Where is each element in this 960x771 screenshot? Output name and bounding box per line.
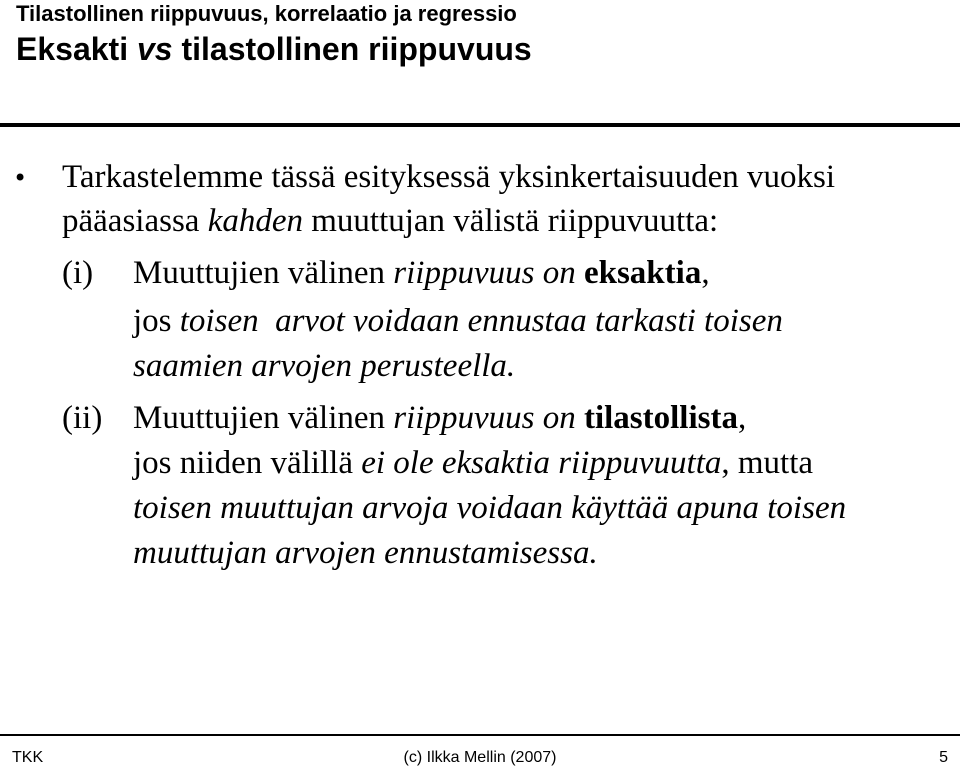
bottom-divider xyxy=(0,734,960,736)
item-ii-marker: (ii) xyxy=(62,400,103,436)
intro-text: pääasiassa xyxy=(62,203,208,239)
item-emphasis: riippuvuus on xyxy=(393,255,584,291)
item-emphasis: saamien arvojen perusteella. xyxy=(133,348,516,384)
item-text: Muuttujien välinen xyxy=(133,400,394,436)
item-text: , mutta xyxy=(721,445,814,481)
intro-text: muuttujan välistä riippuvuutta: xyxy=(302,203,719,239)
item-text: Muuttujien välinen xyxy=(133,255,394,291)
item-emphasis: muuttujan arvojen ennustamisessa. xyxy=(133,535,598,571)
item-keyword: eksaktia xyxy=(583,255,702,291)
top-divider xyxy=(0,123,960,127)
item-text: jos niiden välillä xyxy=(133,445,362,481)
item-text: , xyxy=(701,255,710,291)
item-i-line-1 xyxy=(133,251,710,295)
footer-org: TKK xyxy=(12,749,44,766)
item-ii-line-2 xyxy=(133,441,813,485)
title-part-2: tilastollinen riippuvuus xyxy=(172,31,532,67)
item-text: jos xyxy=(133,303,180,339)
item-text: , xyxy=(737,400,747,436)
item-ii-line-1 xyxy=(133,396,746,440)
item-emphasis: ei ole eksaktia riippuvuutta xyxy=(361,445,722,481)
intro-emphasis: kahden xyxy=(207,203,303,239)
course-subtitle: Tilastollinen riippuvuus, korrelaatio ja regressio xyxy=(16,1,517,26)
intro-line-1: Tarkastelemme tässä esityksessä yksinkertaisuuden vuoksi xyxy=(62,159,836,195)
title-part-1: Eksakti xyxy=(16,31,137,67)
footer-copyright: (c) Ilkka Mellin (2007) xyxy=(403,749,557,766)
item-i-line-2 xyxy=(133,299,783,343)
slide-title xyxy=(16,30,532,68)
title-vs: vs xyxy=(136,31,173,67)
item-emphasis: toisen arvot voidaan ennustaa tarkasti toisen xyxy=(179,303,783,339)
item-emphasis: riippuvuus on xyxy=(393,400,584,436)
item-emphasis: toisen muuttujan arvoja voidaan käyttää apuna toisen xyxy=(133,490,847,526)
item-i-marker: (i) xyxy=(62,255,94,291)
item-i-line-3 xyxy=(133,344,515,388)
item-ii-line-4 xyxy=(133,531,598,575)
item-keyword: tilastollista xyxy=(583,400,738,436)
intro-line-2 xyxy=(62,199,718,243)
bullet-dot-icon: • xyxy=(13,164,28,192)
item-ii-line-3 xyxy=(133,486,846,530)
page-number: 5 xyxy=(939,749,948,766)
